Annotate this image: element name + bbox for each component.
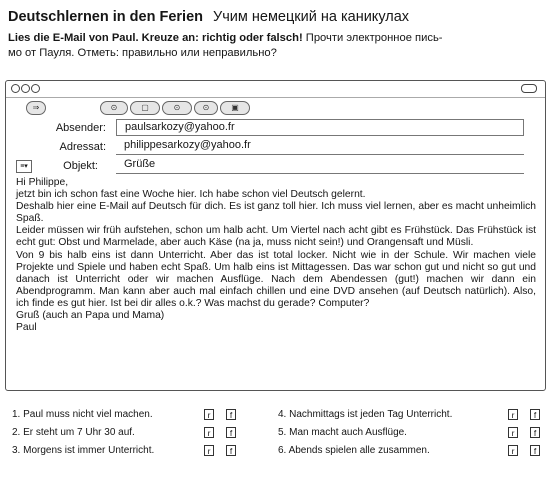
adressat-label: Adressat:	[59, 141, 106, 153]
richtig-checkbox[interactable]: r	[508, 409, 518, 420]
statement-item	[12, 445, 233, 456]
objekt-row	[6, 157, 545, 176]
options-menu-icon[interactable]: ≡▾	[16, 160, 32, 173]
falsch-checkbox[interactable]: f	[226, 427, 236, 438]
email-window	[5, 80, 546, 391]
richtig-checkbox[interactable]: r	[204, 445, 214, 456]
email-body[interactable]	[16, 177, 536, 334]
body-line: Von 9 bis halb eins ist dann Unterricht. Aber das ist total locker. Nicht wie in der Schule. Wir machen viele Projekte und Spiele und haben echt Spaß. Um halb eins ist Mittagessen. Das war schon gut und nicht so gut und danach ist Unterricht oder wir machen Ausflüge. Nach dem Abendessen (gut!) machen wir dann ein Abendprogramm. Man kann aber auch mal einfach chillen und eine DVD ansehen (auf Deutsch natürlich). Also, ich finde es gut hier. Ist bei dir alles o.k.? Was machst du gerade? Computer?	[16, 249, 536, 309]
address-icon[interactable]: ▢	[130, 101, 160, 115]
close-dot-icon[interactable]	[11, 84, 20, 93]
instruction-russian-2: мо от Пауля. Отметь: правильно или неправильно?	[8, 46, 277, 59]
falsch-checkbox[interactable]: f	[226, 409, 236, 420]
statement-item	[278, 409, 537, 420]
colors-icon[interactable]: ⊙	[194, 101, 218, 115]
body-line: Hi Philippe,	[16, 177, 69, 188]
toolbar-toggle-icon[interactable]	[521, 84, 537, 93]
falsch-checkbox[interactable]: f	[226, 445, 236, 456]
statement-text: 2. Er steht um 7 Uhr 30 auf.	[12, 427, 135, 438]
statement-text: 4. Nachmittags ist jeden Tag Unterricht.	[278, 409, 453, 420]
adressat-row	[6, 138, 545, 157]
statement-item	[278, 445, 537, 456]
statement-text: 1. Paul muss nicht viel machen.	[12, 409, 153, 420]
instruction-russian-1: Прочти электронное пись-	[305, 32, 443, 44]
richtig-checkbox[interactable]: r	[204, 409, 214, 420]
body-line: jetzt bin ich schon fast eine Woche hier. Ich habe schon viel Deutsch gelernt.	[16, 189, 366, 201]
body-line: Deshalb hier eine E-Mail auf Deutsch für dich. Es ist ganz toll hier. Ich muss viel lernen, aber es macht unheimlich Spaß.	[16, 201, 536, 225]
body-line: Gruß (auch an Papa und Mama)	[16, 310, 165, 322]
statement-item	[278, 427, 537, 438]
absender-field[interactable]: paulsarkozy@yahoo.fr	[116, 119, 524, 136]
absender-label: Absender:	[55, 122, 106, 134]
falsch-checkbox[interactable]: f	[530, 445, 540, 456]
statement-text: 5. Man macht auch Ausflüge.	[278, 427, 407, 438]
window-titlebar	[6, 81, 545, 98]
fonts-icon[interactable]: ⊙	[162, 101, 192, 115]
falsch-checkbox[interactable]: f	[530, 409, 540, 420]
falsch-checkbox[interactable]: f	[530, 427, 540, 438]
richtig-checkbox[interactable]: r	[508, 445, 518, 456]
attach-icon[interactable]: ⊙	[100, 101, 128, 115]
email-toolbar	[6, 98, 545, 119]
statement-item	[12, 409, 233, 420]
minimize-dot-icon[interactable]	[21, 84, 30, 93]
instruction-german: Lies die E-Mail von Paul. Kreuze an: richtig oder falsch!	[8, 32, 303, 44]
objekt-field[interactable]: Grüße	[116, 157, 524, 174]
richtig-checkbox[interactable]: r	[508, 427, 518, 438]
page-title	[8, 9, 409, 25]
absender-row	[6, 119, 545, 138]
statement-text: 3. Morgens ist immer Unterricht.	[12, 445, 155, 456]
zoom-dot-icon[interactable]	[31, 84, 40, 93]
title-german: Deutschlernen in den Ferien	[8, 9, 203, 25]
body-line: Paul	[16, 322, 37, 334]
draft-icon[interactable]: ▣	[220, 101, 250, 115]
statement-text: 6. Abends spielen alle zusammen.	[278, 445, 430, 456]
richtig-checkbox[interactable]: r	[204, 427, 214, 438]
statement-item	[12, 427, 233, 438]
title-russian: Учим немецкий на каникулах	[213, 9, 410, 25]
instruction	[8, 31, 548, 60]
body-line: Leider müssen wir früh aufstehen, schon um halb acht. Um Viertel nach acht gibt es Frühstück. Das Frühstück ist echt gut: Obst und Marmelade, aber auch Käse (na ja, muss nicht sein!) und Orangensaft und Müsli.	[16, 225, 536, 249]
adressat-field[interactable]: philippesarkozy@yahoo.fr	[116, 138, 524, 155]
send-icon[interactable]: ⇒	[26, 101, 46, 115]
objekt-label: Objekt:	[63, 160, 98, 172]
